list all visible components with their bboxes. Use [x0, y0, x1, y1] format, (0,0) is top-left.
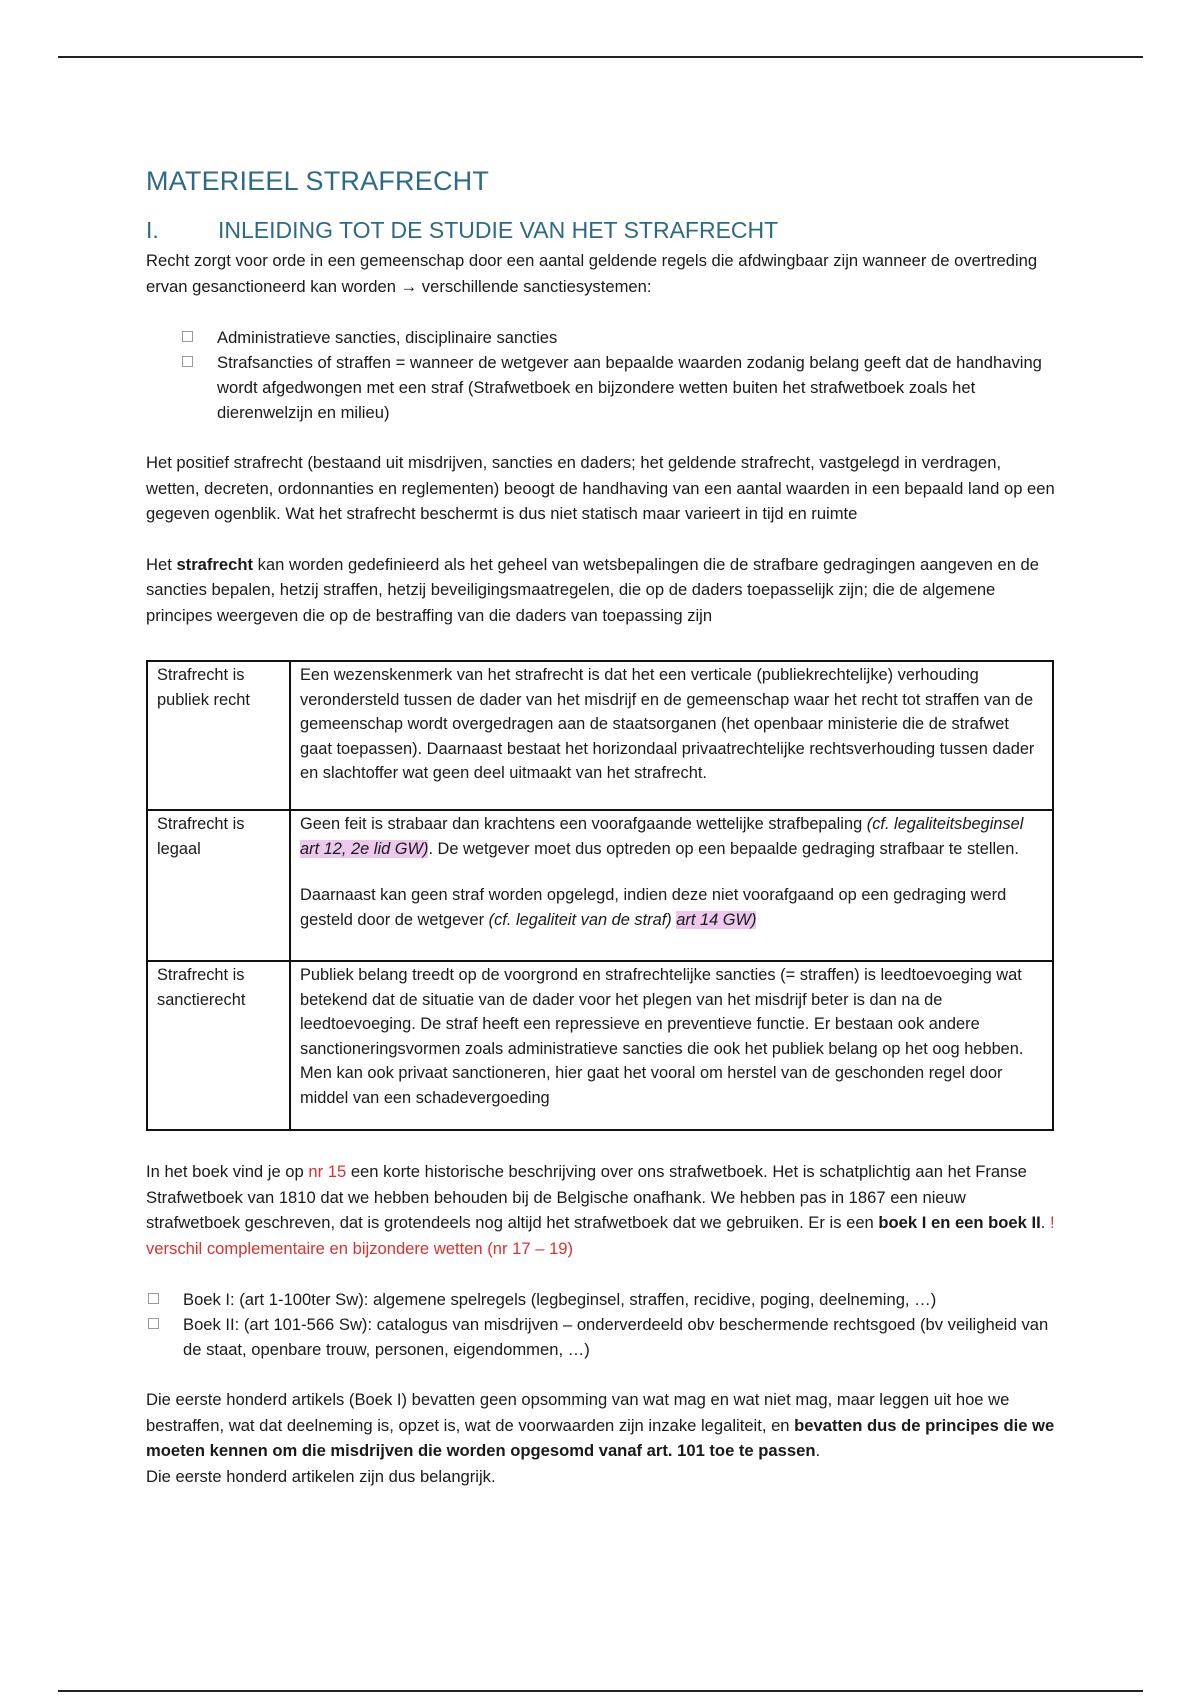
list-item-text: Boek II: (art 101-566 Sw): catalogus van misdrijven – onderverdeeld obv beschermende rechtsgoed (bv veiligheid van de staat, openbare trouw, personen, eigendommen, …)	[183, 1315, 1049, 1359]
row-label: Strafrecht is sanctierecht	[147, 961, 290, 1130]
row-text: Een wezenskenmerk van het strafrecht is dat het een verticale (publiekrechtelijke) verhouding verondersteld tussen de dader van het misdrijf en de gemeenschap waar het recht tot straffen van de gemeenschap wordt overgedragen aan de staatsorganen (het openbaar ministerie die de strafwet gaat toepassen). Daarnaast bestaat het horizondaal privaatrechtelijke rechtsverhouding tussen dader en slachtoffer wat geen deel uitmaakt van het strafrecht.	[290, 661, 1053, 810]
book-paragraph: In het boek vind je op nr 15 een korte historische beschrijving over ons strafwetboek. Het is schatplichtig aan het Franse Strafwetboek van 1810 dat we hebben behouden bij de Belgische onafhank. We hebben pas in 1867 een nieuw strafwetboek geschreven, dat is grotendeels nog altijd het strafwetboek dat we gebruiken. Er is een boek I en een boek II. ! verschil complementaire en bijzondere wetten (nr 17 – 19)	[146, 1162, 1055, 1258]
reference: (cf. legaliteitsbeginsel	[866, 815, 1024, 833]
definition-paragraph	[146, 552, 1056, 629]
definition-rest: kan worden gedefinieerd als het geheel van wetsbepalingen die de strafbare gedragingen aangeven en de sancties bepalen, hetzij straffen, hetzij beveiligingsmaatregelen, die op de daders toepasselijk zijn; die de algemene principes weergeven die op de bestraffing van die daders van toepassing zijn	[146, 554, 1040, 625]
page-title: MATERIEEL STRAFRECHT	[146, 166, 490, 196]
table-row	[147, 810, 1053, 961]
list-item-text: Strafsancties of straffen = wanneer de wetgever aan bepaalde waarden zodanig belang geeft dat de handhaving wordt afgedwongen met een straf (Strafwetboek en bijzondere wetten buiten het strafwetboek zoals het dierenwelzijn en milieu)	[217, 353, 1042, 422]
table-row	[147, 661, 1053, 810]
footer-rule	[58, 1690, 1143, 1692]
list-item	[148, 1287, 1056, 1312]
closing-paragraph: Die eerste honderd artikels (Boek I) bevatten geen opsomming van wat mag en wat niet mag, maar leggen uit hoe we bestraffen, wat dat deelneming is, opzet is, wat de voorwaarden zijn inzake legaliteit, en bevatten dus de principes die we moeten kennen om die misdrijven die worden opgesomd vanaf art. 101 toe te passen. Die eerste honderd artikelen zijn dus belangrijk.	[146, 1390, 1055, 1486]
legaliteit-part-a: Geen feit is strabaar dan krachtens een voorafgaande wettelijke strafbepaling (cf. legaliteitsbeginsel art 12, 2e lid GW). De wetgever moet dus optreden op een bepaalde gedraging strafbaar te stellen.	[300, 815, 1024, 858]
section-number: I.	[146, 217, 159, 243]
sanction-list	[146, 325, 1056, 425]
checkbox-bullet-icon	[148, 1318, 159, 1329]
book-emphasis: boek I en een boek II	[878, 1213, 1041, 1232]
list-item	[148, 1312, 1056, 1362]
book-reference: nr 15	[308, 1162, 347, 1181]
list-item-text: Boek I: (art 1-100ter Sw): algemene spelregels (legbeginsel, straffen, recidive, poging, deelneming, …)	[183, 1290, 937, 1309]
legaliteit-part-b: Daarnaast kan geen straf worden opgelegd, indien deze niet voorafgaand op een gedraging werd gesteld door de wetgever (cf. legaliteit van de straf) art 14 GW)	[300, 886, 1007, 929]
row-text	[290, 810, 1053, 961]
reference: (cf. legaliteit van de straf)	[488, 910, 677, 929]
intro-paragraph: Recht zorgt voor orde in een gemeenschap door een aantal geldende regels die afdwingbaar zijn wanneer de overtreding ervan gesanctioneerd kan worden → verschillende sanctiesystemen:	[146, 251, 1038, 296]
section-heading	[146, 212, 1056, 248]
definition-term: strafrecht	[176, 554, 253, 574]
row-label: Strafrecht is legaal	[147, 810, 290, 961]
definition-prefix: Het	[146, 554, 177, 574]
section-title: INLEIDING TOT DE STUDIE VAN HET STRAFRECHT	[218, 217, 779, 243]
highlight: art 14 GW)	[676, 910, 757, 929]
list-item-text: Administratieve sancties, disciplinaire sancties	[217, 328, 558, 347]
row-label: Strafrecht is publiek recht	[147, 661, 290, 810]
checkbox-bullet-icon	[182, 356, 193, 367]
row-text: Publiek belang treedt op de voorgrond en strafrechtelijke sancties (= straffen) is leedtoevoeging wat betekend dat de situatie van de dader voor het plegen van het misdrijf beter is dan na de leedtoevoeging. De straf heeft een repressieve en preventieve functie. Er bestaan ook andere sanctioneringsvormen zoals administratieve sancties die ook het publiek belang op het oog hebben. Men kan ook privaat sanctioneren, hier gaat het vooral om herstel van de geschonden regel door middel van een schadevergoeding	[290, 961, 1053, 1130]
list-item	[182, 325, 1056, 350]
closing-emphasis: bevatten dus de principes die we moeten kennen om die misdrijven die worden opgesomd vanaf art. 101 toe te passen	[146, 1415, 1055, 1460]
book-note: ! verschil complementaire en bijzondere wetten (nr 17 – 19)	[146, 1213, 1055, 1258]
list-item	[182, 350, 1056, 425]
header-rule	[58, 56, 1143, 58]
positief-paragraph: Het positief strafrecht (bestaand uit misdrijven, sancties en daders; het geldende strafrecht, vastgelegd in verdragen, wetten, decreten, ordonnanties en reglementen) beoogt de handhaving van een aantal waarden in een bepaald land op een gegeven ogenblik. Wat het strafrecht beschermt is dus niet statisch maar varieert in tijd en ruimte	[146, 453, 1055, 523]
document-page	[146, 158, 1056, 1489]
table-row	[147, 961, 1053, 1130]
checkbox-bullet-icon	[182, 331, 193, 342]
book-list	[146, 1287, 1056, 1362]
checkbox-bullet-icon	[148, 1293, 159, 1304]
characteristics-table	[146, 660, 1054, 1131]
highlight: art 12, 2e lid GW)	[300, 839, 429, 858]
